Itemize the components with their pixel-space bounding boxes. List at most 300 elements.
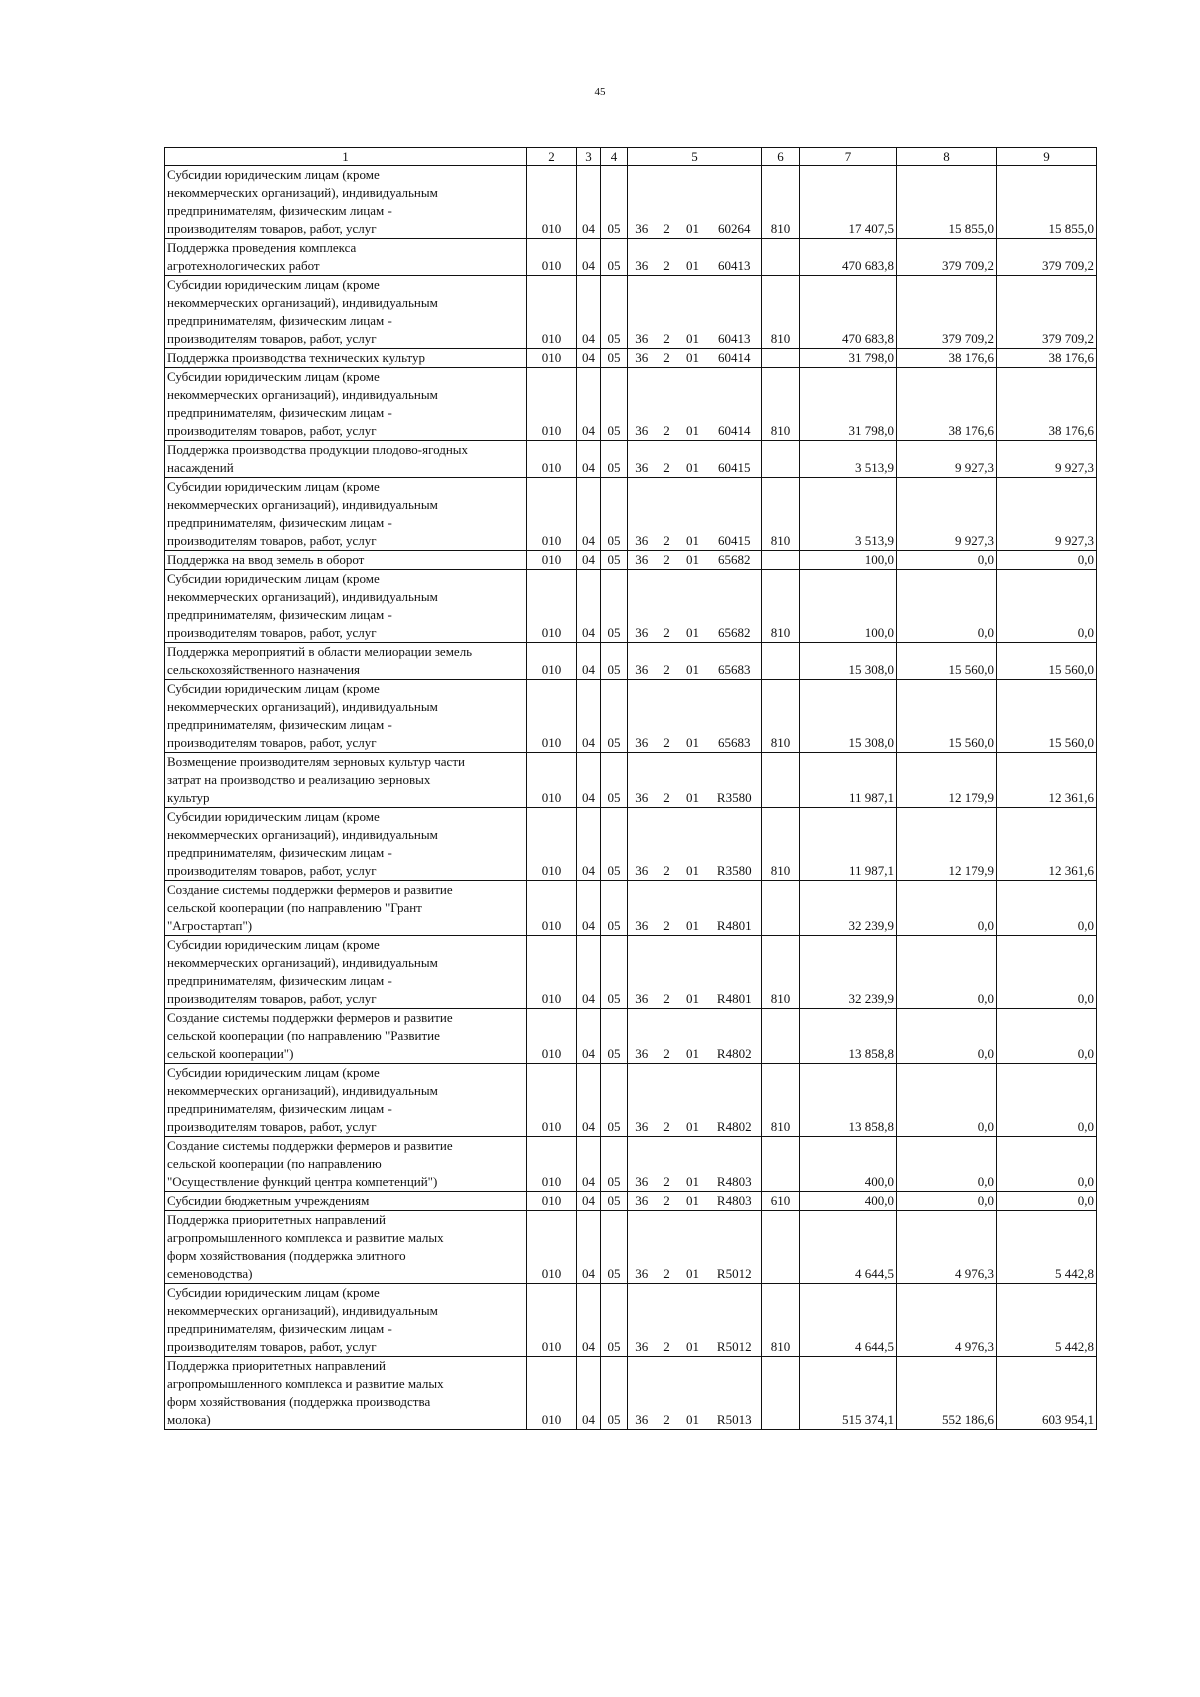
page-number: 45: [594, 86, 606, 98]
description-line: Создание системы поддержки фермеров и развитие: [167, 882, 453, 897]
cell-section-code: 010: [527, 1137, 577, 1192]
cell-amount-year-1: 400,0: [800, 1192, 897, 1211]
cell-amount-year-2: 15 855,0: [897, 166, 997, 239]
cell-target-direction: R4801: [708, 881, 762, 936]
description-line: сельской кооперации"): [167, 1046, 294, 1061]
cell-section-code: 010: [527, 1357, 577, 1430]
cell-target-event: 01: [678, 239, 708, 276]
cell-expense-type: [762, 551, 800, 570]
table-row: [165, 239, 1097, 276]
cell-amount-year-2: 0,0: [897, 881, 997, 936]
description-line: некоммерческих организаций), индивидуальным: [167, 1303, 438, 1318]
cell-target-program: 36: [628, 368, 656, 441]
description-line: сельской кооперации (по направлению: [167, 1156, 382, 1171]
cell-subchapter-code: 05: [601, 478, 628, 551]
cell-amount-year-2: 0,0: [897, 936, 997, 1009]
cell-target-subprogram: 2: [656, 570, 678, 643]
cell-expense-type: [762, 1009, 800, 1064]
cell-amount-year-2: 379 709,2: [897, 276, 997, 349]
header-row: [165, 148, 1097, 166]
cell-amount-year-2: 38 176,6: [897, 349, 997, 368]
description-line: Субсидии юридическим лицам (кроме: [167, 937, 380, 952]
cell-chapter-code: 04: [577, 166, 601, 239]
header-col-4: 4: [601, 148, 628, 166]
cell-target-program: 36: [628, 753, 656, 808]
table-row: [165, 936, 1097, 1009]
cell-target-event: 01: [678, 1137, 708, 1192]
cell-expense-type: 810: [762, 1064, 800, 1137]
cell-section-code: 010: [527, 753, 577, 808]
cell-description: [165, 441, 527, 478]
description-line: производителям товаров, работ, услуг: [167, 221, 377, 236]
description-line: сельской кооперации (по направлению "Грант: [167, 900, 422, 915]
cell-amount-year-3: 0,0: [997, 1192, 1097, 1211]
cell-target-subprogram: 2: [656, 239, 678, 276]
table-row: [165, 1064, 1097, 1137]
cell-expense-type: 810: [762, 680, 800, 753]
cell-subchapter-code: 05: [601, 753, 628, 808]
description-line: некоммерческих организаций), индивидуальным: [167, 497, 438, 512]
table-row: [165, 881, 1097, 936]
description-line: Субсидии юридическим лицам (кроме: [167, 369, 380, 384]
cell-description: [165, 239, 527, 276]
cell-description: [165, 1357, 527, 1430]
description-line: Поддержка проведения комплекса: [167, 240, 357, 255]
cell-amount-year-1: 32 239,9: [800, 936, 897, 1009]
cell-amount-year-2: 12 179,9: [897, 753, 997, 808]
cell-target-event: 01: [678, 808, 708, 881]
cell-target-program: 36: [628, 1064, 656, 1137]
cell-amount-year-1: 31 798,0: [800, 349, 897, 368]
cell-target-event: 01: [678, 1064, 708, 1137]
cell-expense-type: [762, 349, 800, 368]
cell-amount-year-3: 379 709,2: [997, 239, 1097, 276]
cell-target-direction: R3580: [708, 808, 762, 881]
description-line: агропромышленного комплекса и развитие малых: [167, 1230, 444, 1245]
cell-target-program: 36: [628, 1211, 656, 1284]
cell-subchapter-code: 05: [601, 1009, 628, 1064]
cell-target-event: 01: [678, 349, 708, 368]
table-row: [165, 441, 1097, 478]
budget-table: [164, 147, 1097, 1430]
cell-expense-type: [762, 753, 800, 808]
cell-amount-year-2: 0,0: [897, 1009, 997, 1064]
cell-target-subprogram: 2: [656, 936, 678, 1009]
cell-target-event: 01: [678, 1192, 708, 1211]
cell-subchapter-code: 05: [601, 881, 628, 936]
description-line: Субсидии юридическим лицам (кроме: [167, 479, 380, 494]
cell-amount-year-3: 12 361,6: [997, 808, 1097, 881]
cell-section-code: 010: [527, 936, 577, 1009]
cell-subchapter-code: 05: [601, 1192, 628, 1211]
cell-chapter-code: 04: [577, 1284, 601, 1357]
cell-target-subprogram: 2: [656, 1192, 678, 1211]
cell-target-subprogram: 2: [656, 441, 678, 478]
description-line: Субсидии юридическим лицам (кроме: [167, 1065, 380, 1080]
cell-target-program: 36: [628, 1009, 656, 1064]
description-line: Создание системы поддержки фермеров и развитие: [167, 1010, 453, 1025]
cell-target-direction: R5013: [708, 1357, 762, 1430]
cell-amount-year-1: 13 858,8: [800, 1064, 897, 1137]
cell-target-subprogram: 2: [656, 753, 678, 808]
cell-section-code: 010: [527, 808, 577, 881]
cell-target-subprogram: 2: [656, 368, 678, 441]
cell-amount-year-1: 15 308,0: [800, 680, 897, 753]
description-line: Поддержка производства продукции плодово-ягодных: [167, 442, 469, 457]
cell-target-event: 01: [678, 1357, 708, 1430]
description-line: предпринимателям, физическим лицам -: [167, 1101, 392, 1116]
cell-subchapter-code: 05: [601, 276, 628, 349]
cell-amount-year-1: 515 374,1: [800, 1357, 897, 1430]
description-line: форм хозяйствования (поддержка элитного: [167, 1248, 406, 1263]
cell-description: [165, 680, 527, 753]
cell-amount-year-1: 31 798,0: [800, 368, 897, 441]
cell-chapter-code: 04: [577, 808, 601, 881]
cell-chapter-code: 04: [577, 936, 601, 1009]
description-line: предпринимателям, физическим лицам -: [167, 515, 392, 530]
cell-target-direction: 60413: [708, 276, 762, 349]
description-line: Поддержка приоритетных направлений: [167, 1358, 386, 1373]
cell-target-event: 01: [678, 368, 708, 441]
cell-target-subprogram: 2: [656, 551, 678, 570]
description-line: семеноводства): [167, 1266, 253, 1281]
table-row: [165, 570, 1097, 643]
cell-description: [165, 881, 527, 936]
cell-chapter-code: 04: [577, 1192, 601, 1211]
cell-chapter-code: 04: [577, 276, 601, 349]
cell-amount-year-2: 0,0: [897, 551, 997, 570]
description-line: некоммерческих организаций), индивидуальным: [167, 387, 438, 402]
cell-amount-year-1: 17 407,5: [800, 166, 897, 239]
cell-description: [165, 808, 527, 881]
table-row: [165, 1009, 1097, 1064]
description-line: производителям товаров, работ, услуг: [167, 1119, 377, 1134]
cell-description: [165, 753, 527, 808]
cell-target-direction: R4803: [708, 1192, 762, 1211]
description-line: предпринимателям, физическим лицам -: [167, 717, 392, 732]
header-col-7: 7: [800, 148, 897, 166]
table-row: [165, 478, 1097, 551]
cell-target-subprogram: 2: [656, 478, 678, 551]
cell-section-code: 010: [527, 349, 577, 368]
table-row: [165, 1192, 1097, 1211]
cell-expense-type: [762, 239, 800, 276]
cell-target-subprogram: 2: [656, 808, 678, 881]
cell-subchapter-code: 05: [601, 368, 628, 441]
description-line: некоммерческих организаций), индивидуальным: [167, 589, 438, 604]
cell-description: [165, 276, 527, 349]
cell-target-program: 36: [628, 349, 656, 368]
cell-amount-year-3: 0,0: [997, 551, 1097, 570]
cell-target-subprogram: 2: [656, 1357, 678, 1430]
cell-target-event: 01: [678, 276, 708, 349]
cell-expense-type: 810: [762, 936, 800, 1009]
cell-target-direction: R4802: [708, 1009, 762, 1064]
cell-chapter-code: 04: [577, 1009, 601, 1064]
cell-description: [165, 1009, 527, 1064]
cell-chapter-code: 04: [577, 1211, 601, 1284]
cell-target-program: 36: [628, 441, 656, 478]
cell-description: [165, 551, 527, 570]
cell-target-direction: 65683: [708, 643, 762, 680]
cell-subchapter-code: 05: [601, 1284, 628, 1357]
cell-amount-year-3: 9 927,3: [997, 441, 1097, 478]
cell-amount-year-1: 400,0: [800, 1137, 897, 1192]
description-line: форм хозяйствования (поддержка производства: [167, 1394, 431, 1409]
cell-amount-year-3: 38 176,6: [997, 349, 1097, 368]
cell-subchapter-code: 05: [601, 680, 628, 753]
description-line: насаждений: [167, 460, 234, 475]
cell-target-event: 01: [678, 936, 708, 1009]
cell-target-direction: 60414: [708, 368, 762, 441]
cell-amount-year-1: 470 683,8: [800, 276, 897, 349]
cell-target-event: 01: [678, 166, 708, 239]
cell-amount-year-1: 3 513,9: [800, 441, 897, 478]
header-col-1: 1: [165, 148, 527, 166]
cell-target-program: 36: [628, 239, 656, 276]
description-line: молока): [167, 1412, 211, 1427]
cell-amount-year-3: 15 855,0: [997, 166, 1097, 239]
cell-section-code: 010: [527, 1192, 577, 1211]
cell-expense-type: [762, 643, 800, 680]
cell-target-program: 36: [628, 643, 656, 680]
description-line: "Агростартап"): [167, 918, 253, 933]
cell-target-program: 36: [628, 680, 656, 753]
cell-description: [165, 643, 527, 680]
cell-description: [165, 349, 527, 368]
cell-amount-year-2: 4 976,3: [897, 1284, 997, 1357]
cell-amount-year-3: 379 709,2: [997, 276, 1097, 349]
cell-chapter-code: 04: [577, 368, 601, 441]
cell-target-program: 36: [628, 551, 656, 570]
cell-expense-type: [762, 881, 800, 936]
cell-amount-year-1: 13 858,8: [800, 1009, 897, 1064]
cell-description: [165, 166, 527, 239]
cell-target-program: 36: [628, 1137, 656, 1192]
cell-amount-year-2: 15 560,0: [897, 680, 997, 753]
cell-amount-year-2: 9 927,3: [897, 441, 997, 478]
cell-target-subprogram: 2: [656, 680, 678, 753]
table-row: [165, 1284, 1097, 1357]
cell-section-code: 010: [527, 1064, 577, 1137]
cell-subchapter-code: 05: [601, 441, 628, 478]
description-line: агропромышленного комплекса и развитие малых: [167, 1376, 444, 1391]
cell-target-event: 01: [678, 1284, 708, 1357]
cell-amount-year-1: 3 513,9: [800, 478, 897, 551]
cell-amount-year-1: 4 644,5: [800, 1211, 897, 1284]
header-col-5: 5: [628, 148, 762, 166]
cell-subchapter-code: 05: [601, 936, 628, 1009]
description-line: некоммерческих организаций), индивидуальным: [167, 295, 438, 310]
cell-subchapter-code: 05: [601, 551, 628, 570]
table-row: [165, 680, 1097, 753]
cell-target-direction: R4801: [708, 936, 762, 1009]
cell-target-subprogram: 2: [656, 1137, 678, 1192]
description-line: некоммерческих организаций), индивидуальным: [167, 827, 438, 842]
cell-amount-year-3: 603 954,1: [997, 1357, 1097, 1430]
cell-description: [165, 1211, 527, 1284]
cell-expense-type: [762, 441, 800, 478]
cell-subchapter-code: 05: [601, 1064, 628, 1137]
description-line: некоммерческих организаций), индивидуальным: [167, 955, 438, 970]
cell-target-subprogram: 2: [656, 1211, 678, 1284]
cell-amount-year-3: 0,0: [997, 1064, 1097, 1137]
header-col-9: 9: [997, 148, 1097, 166]
cell-description: [165, 1064, 527, 1137]
table-row: [165, 551, 1097, 570]
cell-expense-type: [762, 1357, 800, 1430]
description-line: производителям товаров, работ, услуг: [167, 331, 377, 346]
cell-target-program: 36: [628, 1192, 656, 1211]
table-row: [165, 808, 1097, 881]
header-col-3: 3: [577, 148, 601, 166]
cell-target-event: 01: [678, 570, 708, 643]
cell-target-program: 36: [628, 1357, 656, 1430]
description-line: производителям товаров, работ, услуг: [167, 533, 377, 548]
cell-section-code: 010: [527, 1211, 577, 1284]
description-line: производителям товаров, работ, услуг: [167, 1339, 377, 1354]
cell-section-code: 010: [527, 570, 577, 643]
description-line: культур: [167, 790, 210, 805]
cell-section-code: 010: [527, 478, 577, 551]
cell-expense-type: 810: [762, 368, 800, 441]
cell-target-direction: R4803: [708, 1137, 762, 1192]
table-row: [165, 368, 1097, 441]
cell-target-subprogram: 2: [656, 349, 678, 368]
cell-amount-year-3: 5 442,8: [997, 1211, 1097, 1284]
cell-target-event: 01: [678, 881, 708, 936]
description-line: затрат на производство и реализацию зерновых: [167, 772, 431, 787]
description-line: производителям товаров, работ, услуг: [167, 991, 377, 1006]
cell-expense-type: 610: [762, 1192, 800, 1211]
description-line: предпринимателям, физическим лицам -: [167, 313, 392, 328]
table-row: [165, 1137, 1097, 1192]
cell-chapter-code: 04: [577, 1064, 601, 1137]
cell-target-program: 36: [628, 808, 656, 881]
cell-chapter-code: 04: [577, 680, 601, 753]
cell-amount-year-3: 0,0: [997, 1009, 1097, 1064]
cell-target-subprogram: 2: [656, 166, 678, 239]
cell-subchapter-code: 05: [601, 1357, 628, 1430]
description-line: предпринимателям, физическим лицам -: [167, 845, 392, 860]
cell-target-subprogram: 2: [656, 643, 678, 680]
description-line: Субсидии бюджетным учреждениям: [167, 1193, 370, 1208]
cell-target-program: 36: [628, 276, 656, 349]
cell-target-direction: 60415: [708, 478, 762, 551]
cell-amount-year-2: 12 179,9: [897, 808, 997, 881]
cell-amount-year-2: 4 976,3: [897, 1211, 997, 1284]
cell-subchapter-code: 05: [601, 808, 628, 881]
cell-subchapter-code: 05: [601, 643, 628, 680]
cell-subchapter-code: 05: [601, 1211, 628, 1284]
cell-amount-year-3: 0,0: [997, 570, 1097, 643]
cell-target-event: 01: [678, 753, 708, 808]
cell-description: [165, 1284, 527, 1357]
table-row: [165, 1357, 1097, 1430]
cell-chapter-code: 04: [577, 881, 601, 936]
cell-amount-year-1: 11 987,1: [800, 753, 897, 808]
description-line: некоммерческих организаций), индивидуальным: [167, 1083, 438, 1098]
cell-section-code: 010: [527, 1284, 577, 1357]
description-line: Субсидии юридическим лицам (кроме: [167, 681, 380, 696]
cell-amount-year-3: 15 560,0: [997, 680, 1097, 753]
cell-target-subprogram: 2: [656, 1064, 678, 1137]
cell-target-direction: 65683: [708, 680, 762, 753]
cell-chapter-code: 04: [577, 643, 601, 680]
cell-target-program: 36: [628, 881, 656, 936]
cell-amount-year-3: 12 361,6: [997, 753, 1097, 808]
description-line: некоммерческих организаций), индивидуальным: [167, 699, 438, 714]
cell-expense-type: 810: [762, 808, 800, 881]
cell-chapter-code: 04: [577, 1357, 601, 1430]
cell-amount-year-2: 15 560,0: [897, 643, 997, 680]
cell-amount-year-3: 5 442,8: [997, 1284, 1097, 1357]
cell-amount-year-3: 9 927,3: [997, 478, 1097, 551]
cell-section-code: 010: [527, 881, 577, 936]
cell-amount-year-1: 15 308,0: [800, 643, 897, 680]
cell-target-event: 01: [678, 643, 708, 680]
table-row: [165, 276, 1097, 349]
cell-amount-year-2: 0,0: [897, 1192, 997, 1211]
cell-amount-year-3: 0,0: [997, 936, 1097, 1009]
cell-amount-year-2: 552 186,6: [897, 1357, 997, 1430]
cell-target-event: 01: [678, 680, 708, 753]
cell-amount-year-2: 0,0: [897, 1137, 997, 1192]
cell-amount-year-2: 0,0: [897, 1064, 997, 1137]
cell-section-code: 010: [527, 680, 577, 753]
description-line: агротехнологических работ: [167, 258, 320, 273]
cell-target-program: 36: [628, 166, 656, 239]
cell-chapter-code: 04: [577, 239, 601, 276]
description-line: Субсидии юридическим лицам (кроме: [167, 277, 380, 292]
cell-section-code: 010: [527, 276, 577, 349]
table-row: [165, 166, 1097, 239]
cell-expense-type: 810: [762, 570, 800, 643]
table-row: [165, 753, 1097, 808]
cell-target-direction: R3580: [708, 753, 762, 808]
cell-chapter-code: 04: [577, 551, 601, 570]
description-line: производителям товаров, работ, услуг: [167, 735, 377, 750]
cell-section-code: 010: [527, 441, 577, 478]
table-row: [165, 349, 1097, 368]
table-row: [165, 643, 1097, 680]
cell-section-code: 010: [527, 551, 577, 570]
description-line: Субсидии юридическим лицам (кроме: [167, 167, 380, 182]
cell-target-direction: 60414: [708, 349, 762, 368]
cell-target-event: 01: [678, 441, 708, 478]
cell-amount-year-3: 15 560,0: [997, 643, 1097, 680]
cell-description: [165, 478, 527, 551]
cell-amount-year-1: 11 987,1: [800, 808, 897, 881]
cell-subchapter-code: 05: [601, 239, 628, 276]
description-line: предпринимателям, физическим лицам -: [167, 405, 392, 420]
cell-chapter-code: 04: [577, 349, 601, 368]
cell-amount-year-2: 9 927,3: [897, 478, 997, 551]
cell-amount-year-2: 0,0: [897, 570, 997, 643]
cell-target-event: 01: [678, 551, 708, 570]
description-line: предпринимателям, физическим лицам -: [167, 973, 392, 988]
cell-amount-year-3: 38 176,6: [997, 368, 1097, 441]
description-line: сельскохозяйственного назначения: [167, 662, 361, 677]
cell-amount-year-2: 38 176,6: [897, 368, 997, 441]
description-line: предпринимателям, физическим лицам -: [167, 1321, 392, 1336]
cell-amount-year-3: 0,0: [997, 1137, 1097, 1192]
cell-section-code: 010: [527, 166, 577, 239]
cell-amount-year-1: 100,0: [800, 551, 897, 570]
cell-target-direction: R5012: [708, 1211, 762, 1284]
cell-chapter-code: 04: [577, 1137, 601, 1192]
cell-chapter-code: 04: [577, 570, 601, 643]
